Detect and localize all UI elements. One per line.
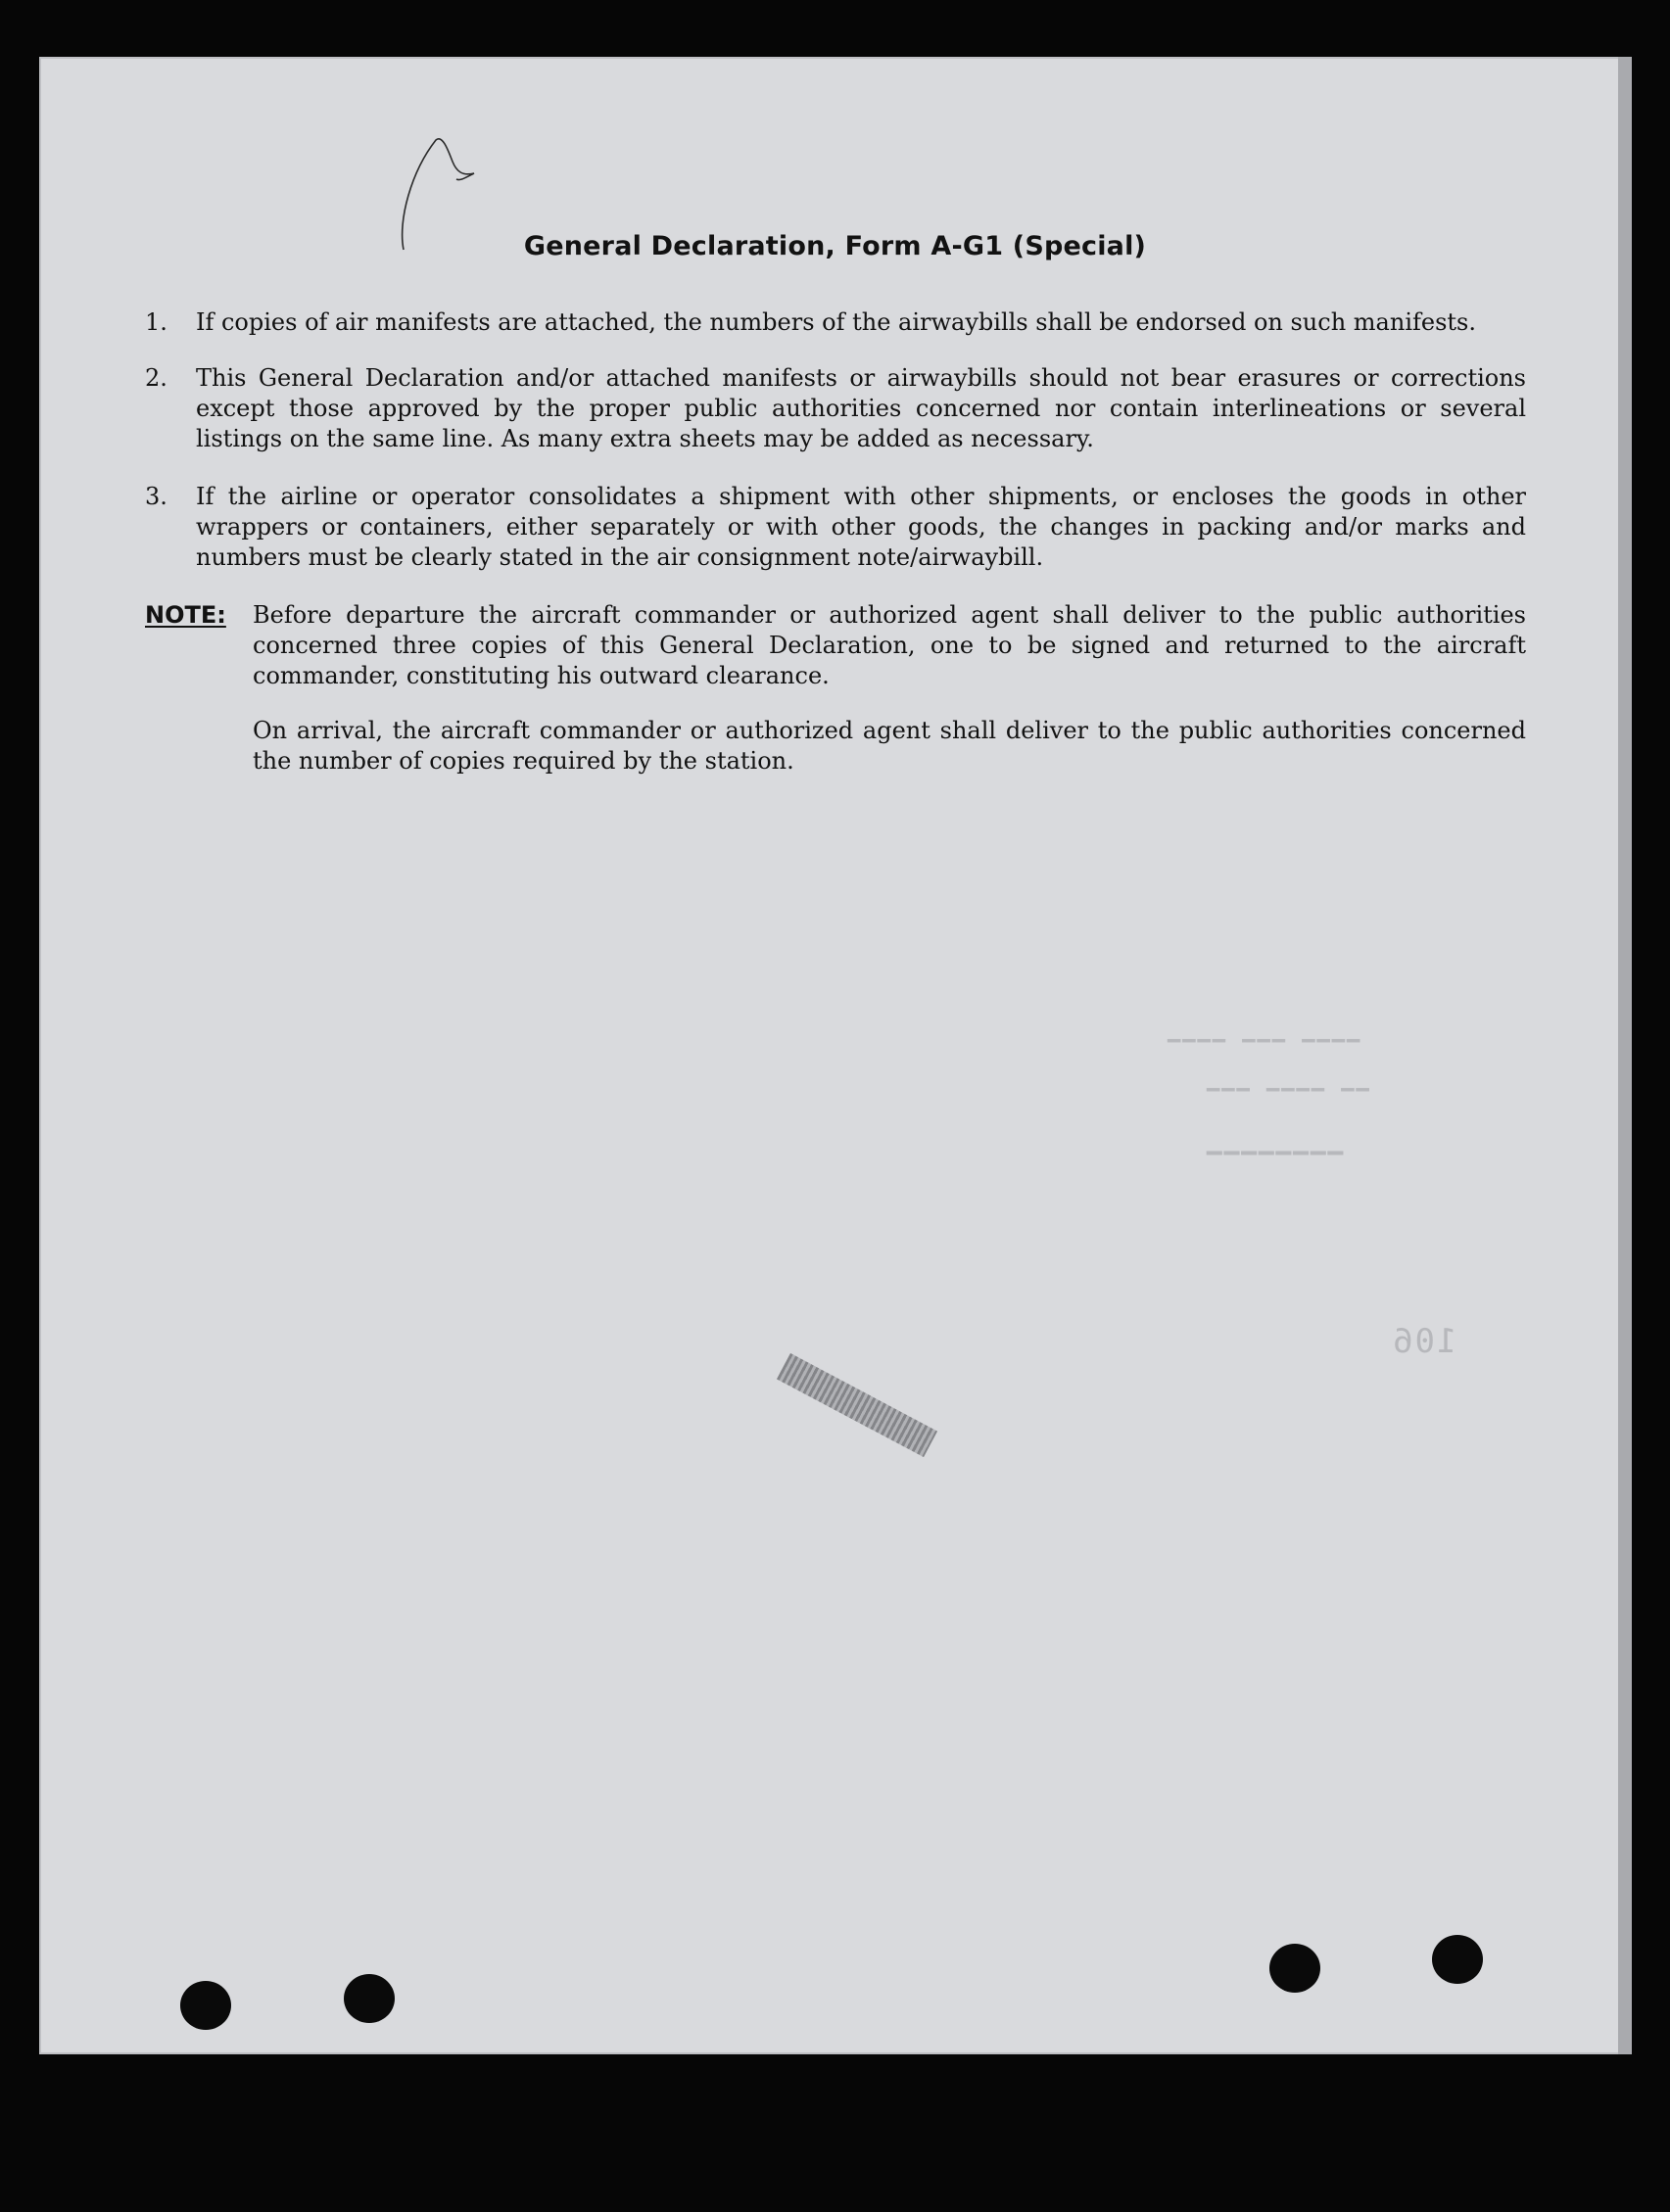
punch-hole xyxy=(1432,1935,1483,1984)
item-number: 1. xyxy=(145,308,167,336)
item-text: This General Declaration and/or attached manifests or airwaybills should not bear erasures or corrections except those approved by the proper public authorities concerned nor contain interlineations or several listings on the same line. As many extra sheets may be added as necessary. xyxy=(196,364,1526,452)
item-text: If copies of air manifests are attached, the numbers of the airwaybills shall be endorsed on such manifests. xyxy=(196,308,1476,336)
punch-hole xyxy=(1269,1944,1320,1993)
bleed-through-stamp-number: 106 xyxy=(1391,1322,1457,1361)
note-label: NOTE: xyxy=(145,601,226,629)
bleed-through-text: ▁▁▁▁ ▁▁▁ ▁▁▁▁ xyxy=(1166,1018,1360,1043)
punch-hole xyxy=(180,1981,231,2030)
paper-edge xyxy=(1618,57,1632,2054)
note-paragraph-2: On arrival, the aircraft commander or authorized agent shall deliver to the public authorities concerned the number of copies required by the station. xyxy=(253,717,1526,775)
item-number: 2. xyxy=(145,364,167,392)
item-number: 3. xyxy=(145,483,167,510)
item-text: If the airline or operator consolidates a shipment with other shipments, or encloses the goods in other wrappers or containers, either separately or with other goods, the changes in packing and/or marks and numbers must be clearly stated in the air consignment note/airwaybill. xyxy=(196,483,1526,571)
paper-sheet xyxy=(39,57,1631,2054)
punch-hole xyxy=(344,1974,395,2023)
document-title: General Declaration, Form A-G1 (Special) xyxy=(523,231,1147,261)
bleed-through-text: ▁▁ ▁▁▁▁ ▁▁▁ xyxy=(1205,1067,1369,1092)
note-paragraph-1: Before departure the aircraft commander or authorized agent shall deliver to the public authorities concerned three copies of this General Declaration, one to be signed and returned to the aircraft commander, constituting his outward clearance. xyxy=(253,601,1526,689)
bleed-through-text: ▁▁▁▁▁▁▁▁ xyxy=(1205,1126,1344,1155)
